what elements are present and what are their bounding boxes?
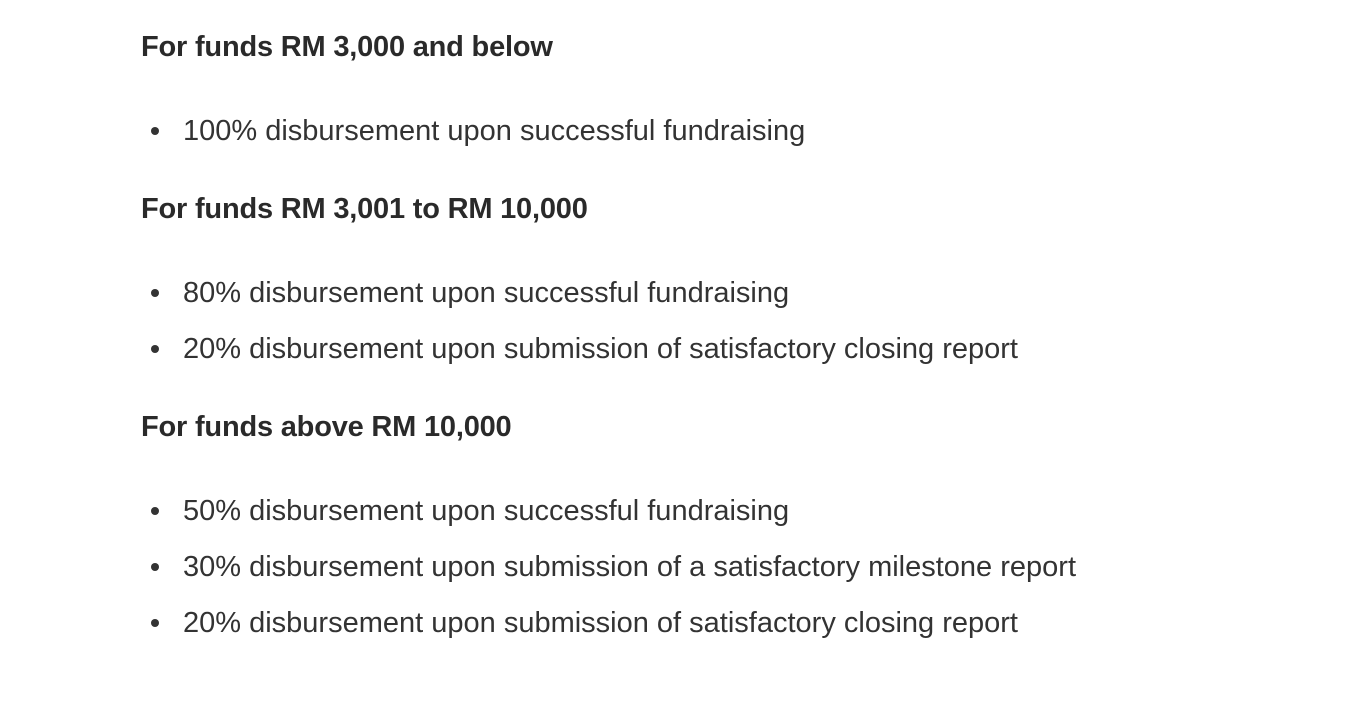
list-item (141, 111, 805, 167)
list-item-text: 80% disbursement upon successful fundraising (183, 277, 790, 309)
list-item (141, 491, 1076, 547)
tier-heading-3001-to-10000: For funds RM 3,001 to RM 10,000 (141, 193, 588, 225)
list-item (141, 603, 1076, 659)
bullet-icon (151, 563, 159, 571)
tier-list-below-3000 (141, 111, 805, 167)
tier-heading-below-3000: For funds RM 3,000 and below (141, 31, 553, 63)
bullet-icon (151, 289, 159, 297)
tier-list-above-10000 (141, 491, 1076, 659)
list-item (141, 547, 1076, 603)
list-item-text: 100% disbursement upon successful fundraising (183, 115, 806, 147)
bullet-icon (151, 127, 159, 135)
list-item-text: 30% disbursement upon submission of a satisfactory milestone report (183, 551, 1076, 583)
bullet-icon (151, 619, 159, 627)
tier-list-3001-to-10000 (141, 273, 1018, 385)
list-item (141, 273, 1018, 329)
tier-heading-above-10000: For funds above RM 10,000 (141, 411, 512, 443)
list-item (141, 329, 1018, 385)
list-item-text: 20% disbursement upon submission of satisfactory closing report (183, 333, 1018, 365)
list-item-text: 20% disbursement upon submission of satisfactory closing report (183, 607, 1018, 639)
bullet-icon (151, 345, 159, 353)
bullet-icon (151, 507, 159, 515)
list-item-text: 50% disbursement upon successful fundraising (183, 495, 790, 527)
